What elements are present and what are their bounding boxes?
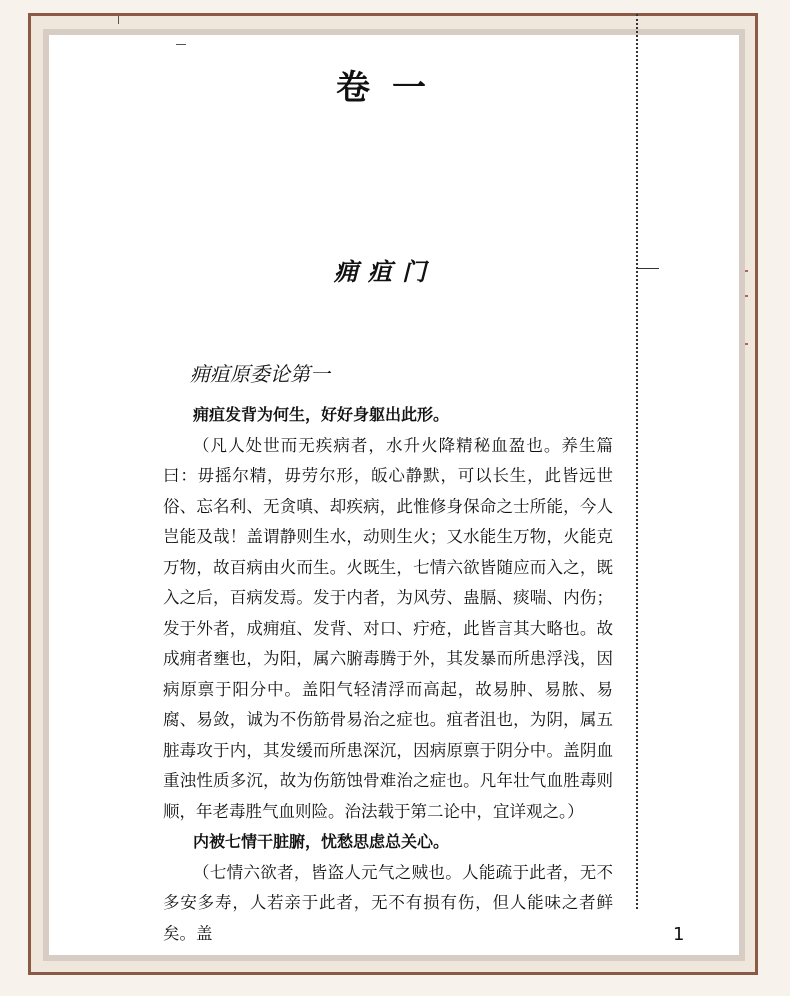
- scan-gutter-tick: [637, 268, 659, 269]
- page-number: 1: [673, 924, 685, 945]
- scan-mark: [745, 270, 748, 272]
- verse-line: 内被七情干脏腑，忧愁思虑总关心。: [193, 832, 450, 851]
- scan-mark: [176, 44, 186, 45]
- scan-gutter-line: [636, 14, 638, 909]
- subsection-title: 痈疽原委论第一: [190, 362, 330, 386]
- scan-mark: [118, 16, 119, 24]
- commentary-paragraph: （七情六欲者，皆盗人元气之贼也。人能疏于此者，无不多安多寿，人若亲于此者，无不有损有伤，但人能味之者鲜矣。盖: [163, 862, 613, 943]
- scan-mark: [745, 295, 748, 297]
- commentary-paragraph: （凡人处世而无疾病者，水升火降精秘血盈也。养生篇曰：毋摇尔精，毋劳尔形，皈心静默，可以长生，此皆远世俗、忘名利、无贪嗔、却疾病，此惟修身保命之士所能，今人岂能及哉！盖谓静则生水，动则生火；又水能生万物，火能克万物，故百病由火而生。火既生，七情六欲皆随应而入之，既入之后，百病发焉。发于内者，为风劳、蛊膈、痰喘、内伤；发于外者，成痈疽、发背、对口、疔疮，此皆言其大略也。故成痈者壅也，为阳，属六腑毒腾于外，其发暴而所患浮浅，因病原禀于阳分中。盖阳气轻清浮而高起，故易肿、易脓、易腐、易敛，诚为不伤筋骨易治之症也。疽者沮也，为阴，属五脏毒攻于内，其发缓而所患深沉，因病原禀于阴分中。盖阴血重浊性质多沉，故为伤筋蚀骨难治之症也。凡年壮气血胜毒则顺，年老毒胜气血则险。治法载于第二论中，宜详观之。）: [163, 435, 613, 821]
- body-text: [163, 400, 613, 949]
- verse-line: 痈疽发背为何生，好好身躯出此形。: [193, 405, 450, 424]
- section-title: 痈疽门: [334, 257, 436, 286]
- scan-mark: [745, 343, 748, 345]
- volume-title: 卷一: [336, 68, 448, 108]
